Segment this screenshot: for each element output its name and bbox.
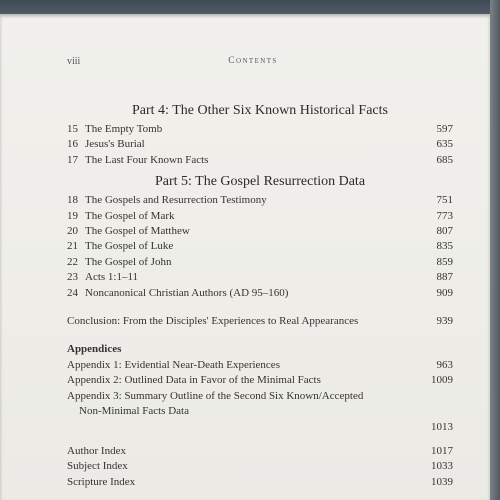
page-ref: 835 <box>436 240 453 253</box>
toc-entry-chapter-24 <box>67 286 453 301</box>
toc-entry-chapter-20 <box>67 224 453 239</box>
chapter-title: The Last Four Known Facts <box>85 153 209 166</box>
chapter-title: Acts 1:1–11 <box>85 271 139 284</box>
index-title: Scripture Index <box>67 475 136 488</box>
appendix-title-continued: Non-Minimal Facts Data <box>79 405 189 418</box>
page-ref: 939 <box>436 315 453 328</box>
chapter-number: 24 <box>67 286 78 299</box>
toc-entry-chapter-18 <box>67 193 453 208</box>
toc-entry-chapter-15 <box>67 122 453 137</box>
toc-entry-appendix-3-page <box>67 420 453 435</box>
page-ref: 1039 <box>431 475 453 488</box>
toc-entry-chapter-21 <box>67 239 453 254</box>
appendix-title: Appendix 1: Evidential Near-Death Experiences <box>67 358 280 371</box>
chapter-title: The Gospel of Mark <box>85 209 175 222</box>
chapter-number: 16 <box>67 138 78 151</box>
chapter-number: 19 <box>67 209 78 222</box>
page-ref: 887 <box>436 271 453 284</box>
toc-entry-chapter-23 <box>67 270 453 285</box>
page-ref: 1017 <box>431 444 453 457</box>
chapter-number: 20 <box>67 225 78 238</box>
toc-entry-appendix-3-line-2 <box>67 404 453 419</box>
toc-entry-appendix-2 <box>67 373 453 388</box>
chapter-number: 23 <box>67 271 78 284</box>
toc-entry-chapter-22 <box>67 255 453 270</box>
page-ref: 773 <box>436 209 453 222</box>
toc-entry-subject-index <box>67 459 453 474</box>
running-head: Contents <box>228 56 278 66</box>
page-ref: 597 <box>436 123 453 135</box>
toc-entry-chapter-17 <box>67 153 453 168</box>
page-ref: 1033 <box>431 460 453 473</box>
chapter-title: The Gospel of Luke <box>85 240 174 253</box>
chapter-number: 22 <box>67 255 78 268</box>
toc-entry-appendix-3-line-1 <box>67 389 453 404</box>
page-ref: 685 <box>436 153 453 166</box>
toc-entry-appendix-1 <box>67 358 453 373</box>
page-ref: 963 <box>436 358 453 371</box>
page-ref: 751 <box>436 194 453 207</box>
book-page <box>0 14 490 500</box>
page-number: viii <box>67 56 81 67</box>
page-ref: 1009 <box>431 374 453 387</box>
chapter-number: 17 <box>67 153 78 166</box>
page-header <box>67 56 439 72</box>
toc-entry-chapter-19 <box>67 209 453 224</box>
chapter-title: Noncanonical Christian Authors (AD 95–160) <box>85 286 289 299</box>
toc-entry-chapter-16 <box>67 137 453 152</box>
toc-entry-author-index <box>67 444 453 459</box>
book-cover-right-edge <box>490 0 500 500</box>
page-ref: 859 <box>436 255 453 268</box>
part-5-title: Part 5: The Gospel Resurrection Data <box>154 174 366 190</box>
toc-entry-scripture-index <box>67 475 453 490</box>
index-title: Subject Index <box>67 460 128 473</box>
chapter-title: Jesus's Burial <box>85 138 145 151</box>
chapter-number: 21 <box>67 240 78 253</box>
table-of-contents <box>67 102 453 490</box>
page-ref: 1013 <box>431 420 453 433</box>
part-4-title: Part 4: The Other Six Known Historical Facts <box>132 103 388 118</box>
appendix-title: Appendix 2: Outlined Data in Favor of the Minimal Facts <box>67 374 321 387</box>
chapter-title: The Gospels and Resurrection Testimony <box>85 194 267 207</box>
page-ref: 909 <box>436 286 453 299</box>
appendices-heading: Appendices <box>67 343 122 356</box>
page-ref: 635 <box>436 138 453 151</box>
chapter-title: The Gospel of Matthew <box>85 225 190 238</box>
index-title: Author Index <box>67 444 126 457</box>
chapter-number: 18 <box>67 194 78 207</box>
toc-entry-conclusion <box>67 314 453 329</box>
appendix-title: Appendix 3: Summary Outline of the Second Six Known/Accepted <box>67 389 364 402</box>
chapter-title: The Gospel of John <box>85 255 172 268</box>
chapter-number: 15 <box>67 123 78 135</box>
conclusion-title: Conclusion: From the Disciples' Experiences to Real Appearances <box>67 315 359 328</box>
chapter-title: The Empty Tomb <box>85 123 163 135</box>
page-ref: 807 <box>436 225 453 238</box>
